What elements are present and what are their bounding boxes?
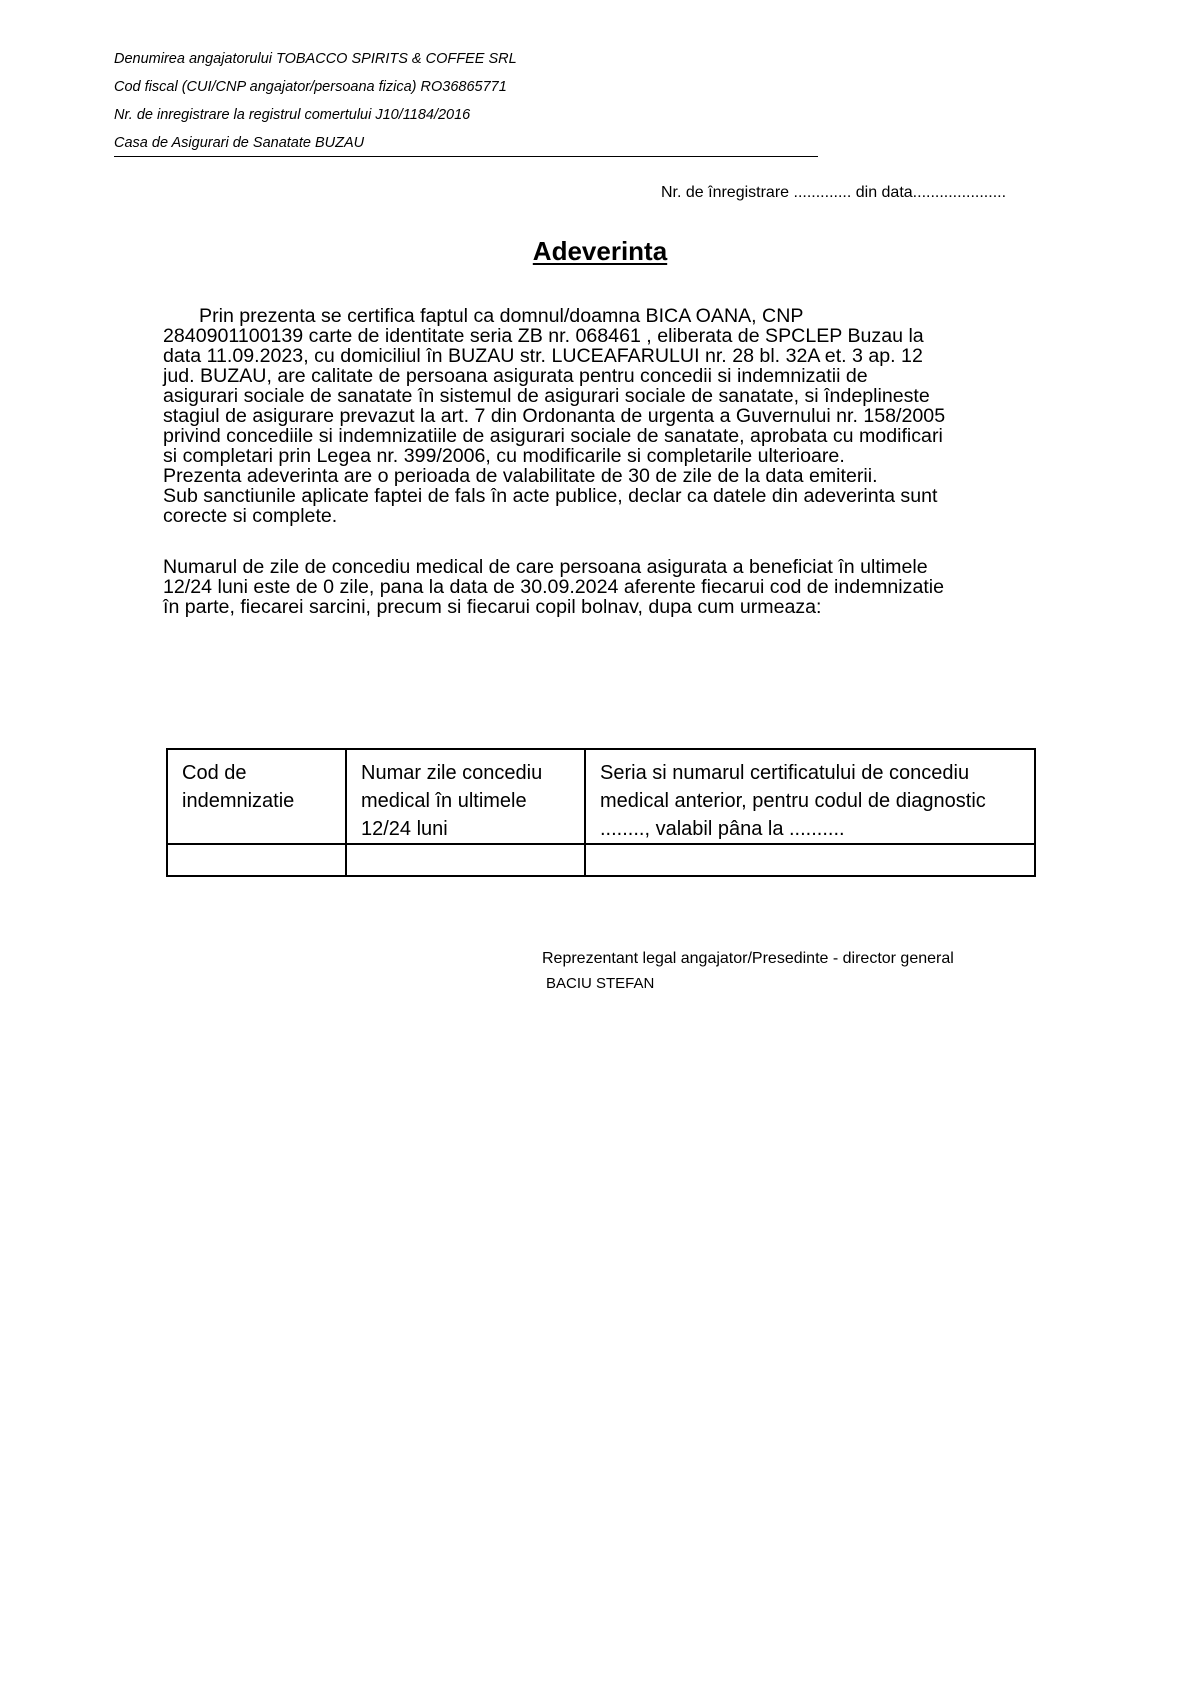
paragraph-line: si completari prin Legea nr. 399/2006, cu modificarile si completarile ulterioare.: [163, 445, 845, 467]
table-cell: [346, 844, 585, 876]
paragraph-line: Prezenta adeverinta are o perioada de valabilitate de 30 de zile de la data emiterii.: [163, 465, 878, 487]
medical-leave-paragraph: [163, 557, 1058, 617]
paragraph-line: Numarul de zile de concediu medical de care persoana asigurata a beneficiat în ultimele: [163, 556, 928, 578]
paragraph-line: Prin prezenta se certifica faptul ca domnul/doamna BICA OANA, CNP: [199, 305, 804, 327]
paragraph-line: 2840901100139 carte de identitate seria ZB nr. 068461 , eliberata de SPCLEP Buzau la: [163, 325, 924, 347]
header-divider: [114, 156, 818, 157]
header-cod-indemnizatie: Cod de indemnizatie: [167, 749, 346, 844]
paragraph-line: stagiul de asigurare prevazut la art. 7 din Ordonanta de urgenta a Guvernului nr. 158/2005: [163, 405, 946, 427]
medical-leave-table: [166, 748, 1036, 877]
table-row: [167, 844, 1035, 876]
paragraph-line: în parte, fiecarei sarcini, precum si fiecarui copil bolnav, dupa cum urmeaza:: [163, 596, 822, 618]
table-cell: [167, 844, 346, 876]
table-cell: [585, 844, 1035, 876]
header-numar-zile: Numar zile concediu medical în ultimele 12/24 luni: [346, 749, 585, 844]
table-header-row: [167, 749, 1035, 844]
paragraph-line: Sub sanctiunile aplicate faptei de fals în acte publice, declar ca datele din adeverinta sunt: [163, 485, 938, 507]
paragraph-line: jud. BUZAU, are calitate de persoana asigurata pentru concedii si indemnizatii de: [163, 365, 868, 387]
header-seria-certificat: Seria si numarul certificatului de concediu medical anterior, pentru codul de diagnostic ........, valabil pâna la ..........: [585, 749, 1035, 844]
document-title: Adeverinta: [532, 236, 668, 266]
fiscal-code: Cod fiscal (CUI/CNP angajator/persoana fizica) RO36865771: [114, 79, 507, 95]
signature-title: Reprezentant legal angajator/Presedinte - director general: [542, 950, 954, 967]
paragraph-line: privind concediile si indemnizatiile de asigurari sociale de sanatate, aprobata cu modificari: [163, 425, 943, 447]
insurance-house: Casa de Asigurari de Sanatate BUZAU: [114, 135, 365, 151]
registration-line: Nr. de înregistrare ............. din data.....................: [661, 184, 1007, 201]
employer-name: Denumirea angajatorului TOBACCO SPIRITS & COFFEE SRL: [114, 51, 517, 67]
paragraph-line: asigurari sociale de sanatate în sistemul de asigurari sociale de sanatate, si îndeplineste: [163, 385, 930, 407]
paragraph-line: data 11.09.2023, cu domiciliul în BUZAU str. LUCEAFARULUI nr. 28 bl. 32A et. 3 ap. 12: [163, 345, 923, 367]
certification-paragraph: [163, 306, 1058, 526]
paragraph-line: 12/24 luni este de 0 zile, pana la data de 30.09.2024 aferente fiecarui cod de indemnizatie: [163, 576, 945, 598]
trade-register-number: Nr. de inregistrare la registrul comertului J10/1184/2016: [114, 107, 471, 123]
signature-name: BACIU STEFAN: [546, 975, 655, 992]
paragraph-line: corecte si complete.: [163, 505, 338, 527]
